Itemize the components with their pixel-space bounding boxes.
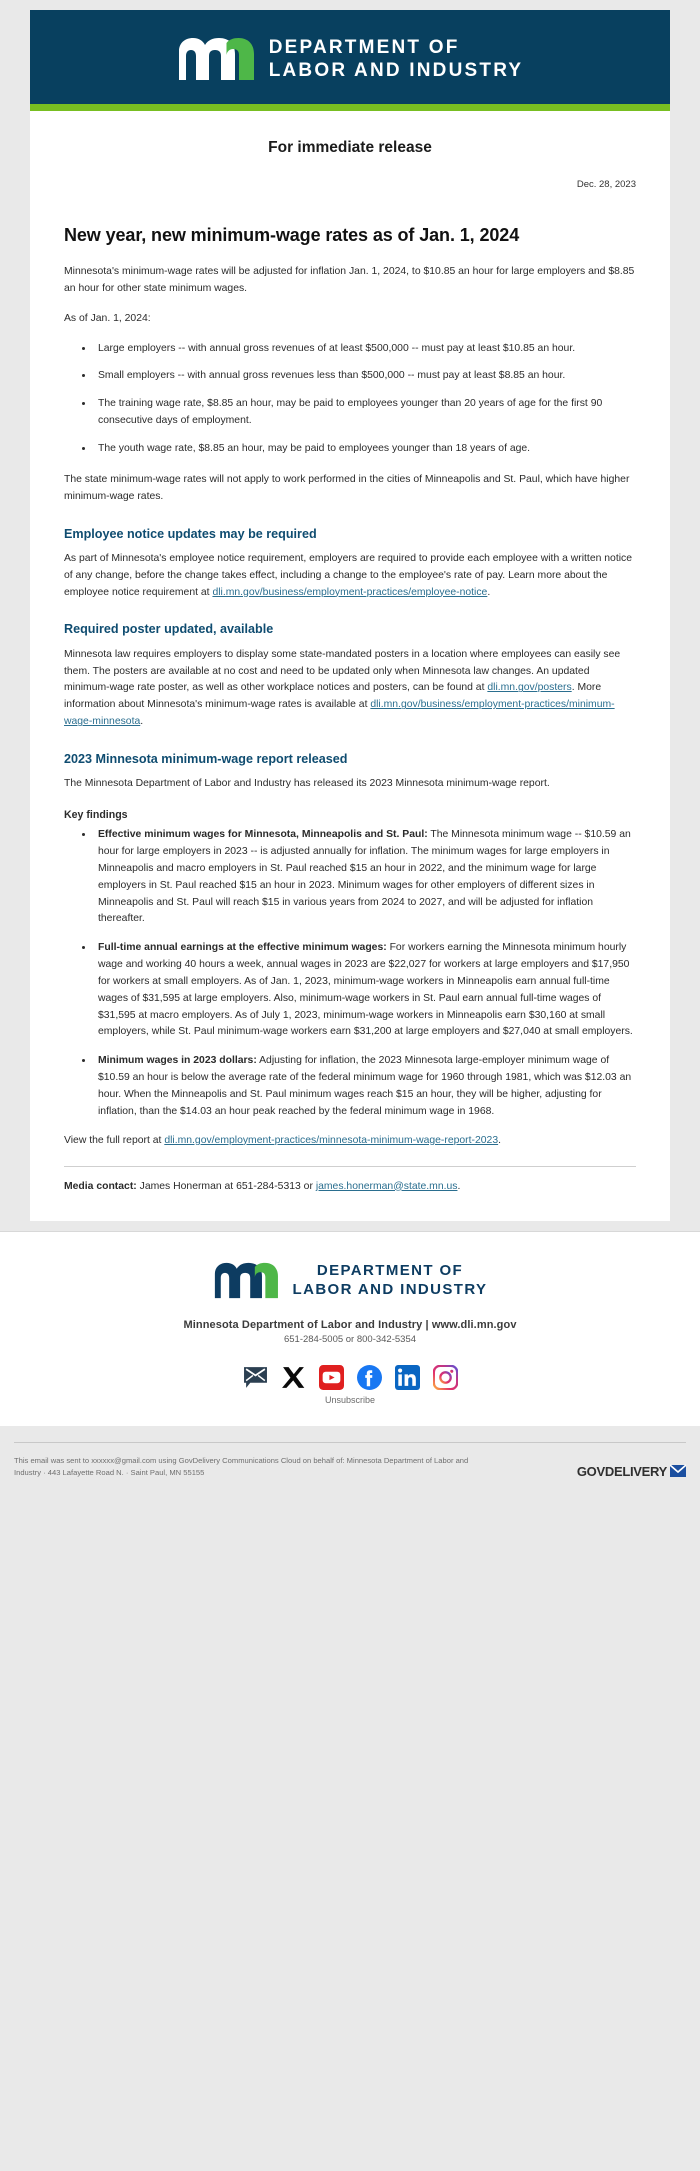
minimum-wage-minnesota-link[interactable]: dli.mn.gov/business/employment-practices/minimum-wage-minnesota [64,699,615,728]
poster-text-1: Minnesota law requires employers to display some state-mandated posters in a location where employees can easily see them. The posters are available at no cost and need to be updated only when Minnesota law changes. An updated minimum-wage rate poster, as well as other workplace notices and posters, can be found at [64,648,621,694]
unsubscribe-link[interactable]: Unsubscribe [324,1395,376,1406]
dept-title-line2: LABOR AND INDUSTRY [268,60,524,82]
footer-org-line: Minnesota Department of Labor and Industry | www.dli.mn.gov [183,1319,517,1332]
linkedin-icon-glyph [395,1365,420,1390]
govdelivery-mark-icon [670,1464,686,1478]
employee-notice-paragraph [64,551,636,602]
dept-title [269,36,524,82]
view-report-paragraph [64,1133,636,1150]
divider [64,1166,636,1167]
legal-section [0,1426,700,1495]
footer-dept-title [293,1262,488,1299]
instagram-icon-glyph [433,1365,458,1390]
footer-dept-title-line2: LABOR AND INDUSTRY [292,1280,488,1298]
social-links [20,1365,680,1390]
mn-dli-logo [177,36,524,82]
facebook-icon-glyph [357,1365,382,1390]
legal-row [14,1455,686,1479]
release-date: Dec. 28, 2023 [576,179,636,191]
finding-label: Effective minimum wages for Minnesota, Minneapolis and St. Paul: [98,829,428,841]
employee-notice-text: As part of Minnesota's employee notice requirement, employers are required to provide each employee with a written notice of any change, before the change takes effect, including a change to the employee's rate of pay. Learn more about the employee notice requirement at [64,552,632,598]
intro-paragraph: Minnesota's minimum-wage rates will be adjusted for inflation Jan. 1, 2024, to $10.85 an hour for large employers and $8.85 an hour for other state minimum wages. [64,266,635,294]
email-card [30,10,670,1221]
govdelivery-wordmark: GOVDELIVERY [576,1463,667,1479]
finding-label: Minimum wages in 2023 dollars: [98,1055,257,1067]
list-item: • The training wage rate, $8.85 an hour, may be paid to employees younger than 20 years of age for the first 90 consecutive days of employment. [94,396,636,430]
section-heading-poster: Required poster updated, available [64,622,274,637]
minnesota-mn-logo-icon [177,37,255,81]
linkedin-icon[interactable] [395,1365,420,1390]
list-item: • Small employers -- with annual gross revenues less than $500,000 -- must pay at least $8.85 an hour. [94,368,636,385]
list-item: • Large employers -- with annual gross revenues of at least $500,000 -- must pay at least $10.85 an hour. [94,341,636,358]
media-contact-label: Media contact: [64,1180,137,1192]
email-icon-glyph [243,1365,268,1390]
page-title: New year, new minimum-wage rates as of Jan. 1, 2024 [64,225,520,246]
youtube-icon[interactable] [319,1365,344,1390]
email-masthead [30,10,670,104]
minnesota-mn-logo-icon [213,1262,279,1299]
email-icon[interactable] [243,1365,268,1390]
poster-text-2: . More information about Minnesota's minimum-wage rates is available at [64,682,602,711]
footer-mn-dli-logo [20,1262,680,1299]
cities-note-paragraph: The state minimum-wage rates will not apply to work performed in the cities of Minneapolis and St. Paul, which have higher minimum-wage rates. [64,473,630,502]
facebook-icon[interactable] [357,1365,382,1390]
finding-text: For workers earning the Minnesota minimum hourly wage and working 40 hours a week, annual wages in 2023 are $22,027 for workers at large employers and $17,950 for workers at small employers. As of Jan. 1, 2023, minimum-wage workers in Minneapolis earn annual full-time wages of $31,595 at large employers. Also, minimum-wage workers in St. Paul earn annual full-time wages of $31,595 at macro employers. As of July 1, 2023, minimum-wage workers in Minneapolis earn $30,160 at small employers, while St. Paul minimum-wage workers earn $31,200 at large employers and $27,040 at small employers. [98,942,633,1038]
section-heading-report: 2023 Minnesota minimum-wage report released [64,752,348,766]
footer-phone: 651-284-5005 or 800-342-5354 [283,1334,417,1346]
for-immediate-release-label: For immediate release [268,139,432,157]
email-footer [0,1231,700,1426]
key-findings-list [64,827,636,1121]
dept-title-line1: DEPARTMENT OF [268,37,460,58]
instagram-icon[interactable] [433,1365,458,1390]
rate-bullet-list [64,341,636,458]
media-contact-tail: . [457,1180,461,1192]
finding-text: The Minnesota minimum wage -- $10.59 an hour for large employers in 2023 -- is adjusted annually for inflation. The minimum wages for large employers in Minneapolis and macro employers in St. Paul reached $15 an hour in 2022, and the minimum wage for large employers in St. Paul reached $15 an hour in 2023. Minimum wages for other employers of different sizes in Minneapolis and St. Paul will reach $15 in various years from 2024 to 2027, and will be adjusted for inflation thereafter. [98,829,631,925]
section-heading-employee-notice: Employee notice updates may be required [64,526,317,541]
list-item [94,827,636,928]
youtube-icon-glyph [319,1365,344,1390]
poster-text-3: . [140,716,144,728]
view-report-tail: . [498,1134,501,1146]
govdelivery-logo [577,1464,686,1479]
report-intro-paragraph: The Minnesota Department of Labor and Industry has released its 2023 Minnesota minimum-wage report. [64,778,550,790]
email-body [30,111,670,1221]
legal-divider [14,1442,686,1443]
key-findings-label: Key findings [64,809,128,822]
finding-text: Adjusting for inflation, the 2023 Minnesota large-employer minimum wage of $10.59 an hour is below the average rate of the federal minimum wage for 1960 through 1981, which was $12.03 an hour. When the Minneapolis and St. Paul minimum wages reach $15 an hour, they will be higher, adjusting for inflation, than the $14.03 an hour peak reached by the federal minimum wage in 1968. [98,1055,632,1117]
footer-dept-title-line1: DEPARTMENT OF [316,1262,464,1280]
legal-text: This email was sent to xxxxxx@gmail.com using GovDelivery Communications Cloud on behalf of: Minnesota Department of Labor and Industry · 443 Lafayette Road N. · Saint Paul, MN 55155 [14,1456,469,1477]
media-contact [64,1179,636,1196]
employee-notice-link[interactable]: dli.mn.gov/business/employment-practices/employee-notice [212,586,488,598]
x-twitter-icon-glyph [281,1365,306,1390]
footer-spacer [0,1221,700,1231]
full-report-link[interactable]: dli.mn.gov/employment-practices/minnesota-minimum-wage-report-2023 [164,1134,499,1146]
x-twitter-icon[interactable] [281,1365,306,1390]
employee-notice-text-tail: . [487,586,491,598]
view-report-text: View the full report at [64,1134,165,1146]
green-accent-rule [30,104,670,111]
list-item [94,940,636,1041]
media-contact-text: James Honerman at 651-284-5313 or [136,1180,316,1192]
list-item [94,1053,636,1120]
posters-link[interactable]: dli.mn.gov/posters [487,682,572,694]
finding-label: Full-time annual earnings at the effective minimum wages: [98,942,387,954]
media-contact-email-link[interactable]: james.honerman@state.mn.us [315,1180,458,1192]
list-item: • The youth wage rate, $8.85 an hour, may be paid to employees younger than 18 years of age. [94,441,636,458]
poster-paragraph [64,647,636,731]
as-of-label: As of Jan. 1, 2024: [64,312,151,324]
